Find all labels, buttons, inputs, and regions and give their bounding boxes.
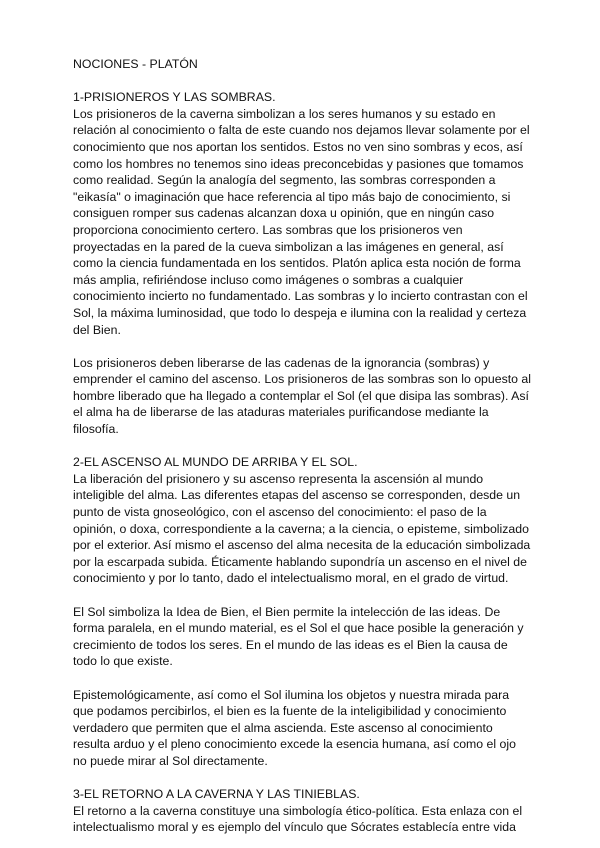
section-2-paragraph-2: El Sol simboliza la Idea de Bien, el Bien permite la intelección de las ideas. De forma paralela, en el mundo material, es el Sol el que hace posible la generación y crecimiento de todos los seres. En el mundo de las ideas es el Bien la causa de todo lo que existe. — [73, 604, 524, 669]
section-1-paragraph-2: Los prisioneros deben liberarse de las cadenas de la ignorancia (sombras) y emprender el camino del ascenso. Los prisioneros de las sombras son lo opuesto al hombre liberado que ha llegado a contemplar el Sol (el que disipa las sombras). Así el alma ha de liberarse de las ataduras materiales purificandose mediante la filosofía. — [73, 355, 531, 437]
section-2-paragraph-3: Epistemológicamente, así como el Sol ilumina los objetos y nuestra mirada para que podamos percibirlos, el bien es la fuente de la inteligibilidad y conocimiento verdadero que permiten que el alma ascienda. Este ascenso al conocimiento resulta arduo y el pleno conocimiento excede la esencia humana, así como el ojo no puede mirar al Sol directamente. — [73, 687, 516, 768]
document-title: NOCIONES - PLATÓN — [73, 57, 198, 71]
section-1-paragraph-1: Los prisioneros de la caverna simbolizan a los seres humanos y su estado en relación al conocimiento o falta de este cuando nos dejamos llevar solamente por el conocimiento que nos aportan los sentidos. Estos no ven sino sombras y ecos, así como los hombres no tenemos sino ideas preconcebidas y pasiones que tomamos como realidad. Según la analogía del segmento, las sombras corresponden a "eikasía" o imaginación que hace referencia al tipo más bajo de conocimiento, si consiguen romper sus cadenas alcanzan doxa u opinión, que en ningún caso proporciona conocimiento certero. Las sombras que los prisioneros ven proyectadas en la pared de la cueva simbolizan a las imágenes en general, así como la ciencia fundamentada en los sentidos. Platón aplica esta noción de forma más amplia, refiriéndose incluso como imágenes o sombras a cualquier conocimiento incierto no fundamentado. Las sombras y lo incierto contrastan con el Sol, la máxima luminosidad, que todo lo despeja e ilumina con la realidad y certeza del Bien. — [73, 106, 530, 337]
section-3-paragraph-1: El retorno a la caverna constituye una simbología ético-política. Esta enlaza con el intelectualismo moral y es ejemplo del vínculo que Sócrates establecía entre vida — [73, 803, 523, 835]
section-2-paragraph-1: La liberación del prisionero y su ascenso representa la ascensión al mundo inteligible del alma. Las diferentes etapas del ascenso se corresponden, desde un punto de vista gnoseológico, con el ascenso del conocimiento: el paso de la opinión, o doxa, correspondiente a la caverna; a la ciencia, o episteme, simbolizado por el exterior. Así mismo el ascenso del alma necesita de la educación simbolizada por la escarpada subida. Éticamente hablando supondría un ascenso en el nivel de conocimiento y por lo tanto, dado el intelectualismo moral, en el grado de virtud. — [73, 471, 531, 586]
section-heading-2: 2-EL ASCENSO AL MUNDO DE ARRIBA Y EL SOL. — [73, 455, 358, 470]
document-page — [73, 56, 531, 836]
section-heading-1: 1-PRISIONEROS Y LAS SOMBRAS. — [73, 90, 276, 105]
section-heading-3: 3-EL RETORNO A LA CAVERNA Y LAS TINIEBLAS. — [73, 787, 360, 802]
